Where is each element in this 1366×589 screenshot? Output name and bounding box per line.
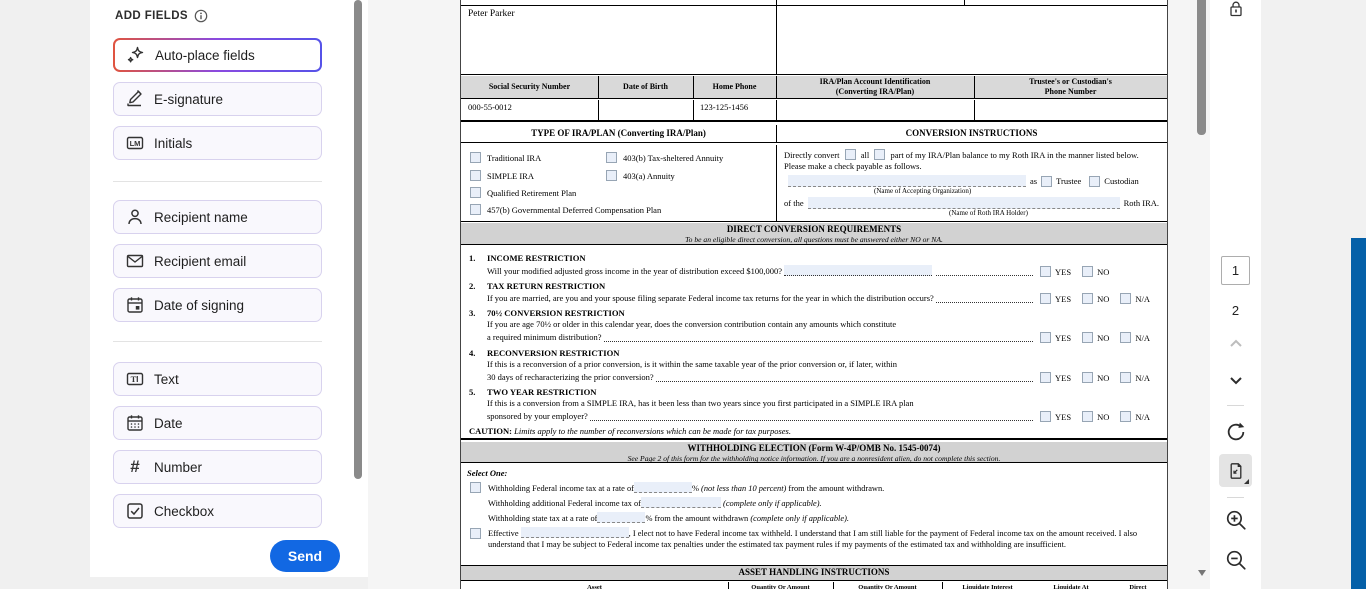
recipient-name-button[interactable] xyxy=(113,200,322,234)
form-checkbox-field[interactable] xyxy=(470,482,481,493)
withholding-section xyxy=(461,464,1167,566)
question-4-text: If this is a reconversion of a prior conversion, is it within the same taxable year of the prior conversion or, if later, within xyxy=(487,359,898,369)
page-controls-toolbar xyxy=(1210,0,1261,589)
divider xyxy=(113,181,322,182)
form-checkbox-field[interactable] xyxy=(1040,332,1051,343)
form-checkbox-field[interactable] xyxy=(470,528,481,539)
form-checkbox-field[interactable] xyxy=(470,170,481,181)
page-thumbnail-next[interactable]: 2 xyxy=(1231,303,1240,318)
name-row xyxy=(461,6,1167,75)
page-thumbnail-current[interactable]: 1 xyxy=(1221,256,1250,285)
form-checkbox-field[interactable] xyxy=(1040,411,1051,422)
accepting-org-line: as Trustee Custodian xyxy=(784,175,1159,187)
initials-label: Initials xyxy=(154,135,193,151)
type-of-ira-title: TYPE OF IRA/PLAN (Converting IRA/Plan) xyxy=(531,128,706,139)
asset-handling-title: ASSET HANDLING INSTRUCTIONS xyxy=(738,567,890,577)
ssn-value: 000-55-0012 xyxy=(468,102,512,112)
number-hash-icon: # xyxy=(130,457,140,476)
previous-page-chevron-icon[interactable] xyxy=(1210,337,1261,349)
question-1-answers: YES NO xyxy=(1040,266,1109,277)
form-checkbox-field[interactable] xyxy=(1089,176,1100,187)
initials-button[interactable] xyxy=(113,126,322,160)
form-checkbox-field[interactable] xyxy=(1040,266,1051,277)
question-5-title: 5. TWO YEAR RESTRICTION xyxy=(469,387,597,397)
next-page-chevron-icon[interactable] xyxy=(1210,375,1261,387)
direct-conversion-subtitle: To be an eligible direct conversion, all questions must be answered either NO or NA. xyxy=(685,235,943,244)
rotate-icon[interactable] xyxy=(1210,420,1261,444)
caution-row xyxy=(461,424,1167,440)
number-field-button[interactable] xyxy=(113,450,322,484)
recipient-name-label: Recipient name xyxy=(154,209,248,225)
question-5-line: sponsored by your employer? YES NO N/A xyxy=(487,411,1150,422)
form-checkbox-field[interactable] xyxy=(606,170,617,181)
svg-text:LM: LM xyxy=(129,139,141,148)
caution-text: Limits apply to the number of reconversions which can be made for tax purposes. xyxy=(514,426,791,436)
calendar-signing-icon xyxy=(125,295,145,315)
zoom-out-icon[interactable] xyxy=(1210,548,1261,572)
option-403b: 403(b) Tax-sheltered Annuity xyxy=(606,152,723,163)
withholding-option-4: Effective , I elect not to have Federal income tax withheld. I understand that I am still liable for the payment of Federal income tax on the amount received. I also understand that I may be subject to Federal income tax penalties under the estimated tax payment rules if my payments of the estimated tax and withholding are insufficient. xyxy=(488,529,1138,550)
form-checkbox-field[interactable] xyxy=(1082,411,1093,422)
text-field-label: Text xyxy=(154,371,179,387)
option-457b: 457(b) Governmental Deferred Compensation Plan xyxy=(470,204,661,215)
esignature-label: E-signature xyxy=(154,91,224,107)
asset-table-header-partial: Asset Quantity Or Amount Quantity Or Amount Liquidate Interest Liquidate At Direct xyxy=(587,584,1147,589)
initials-icon xyxy=(125,133,145,153)
question-4-title: 4. RECONVERSION RESTRICTION xyxy=(469,348,620,358)
date-of-signing-button[interactable] xyxy=(113,288,322,322)
scroll-down-arrow[interactable] xyxy=(1198,570,1206,576)
option-qualified-plan: Qualified Retirement Plan xyxy=(470,187,576,198)
recipient-email-button[interactable] xyxy=(113,244,322,278)
question-1-title: 1. INCOME RESTRICTION xyxy=(469,253,586,263)
lock-icon[interactable] xyxy=(1210,0,1261,17)
question-5-text: If this is a conversion from a SIMPLE IRA, has it been less than two years since you first participated in a SIMPLE IRA plan xyxy=(487,398,914,408)
date-of-signing-label: Date of signing xyxy=(154,297,245,313)
caution-label: CAUTION: xyxy=(469,426,512,436)
form-text-field[interactable] xyxy=(788,175,1026,187)
question-2-line: If you are married, are you and your spouse filing separate Federal income tax returns for the year in which the distribution occurs? YES NO N/A xyxy=(487,293,1150,304)
question-3-line: a required minimum distribution? YES NO N/A xyxy=(487,332,1150,343)
date-field-button[interactable] xyxy=(113,406,322,440)
conversion-line: Directly convert all part of my IRA/Plan balance to my Roth IRA in the manner listed below. Please make a check payable as follows. xyxy=(784,150,1139,171)
holder-caption: (Name of Roth IRA Holder) xyxy=(949,209,1028,217)
send-button[interactable]: Send xyxy=(270,540,340,572)
info-value-row xyxy=(461,100,1167,122)
form-checkbox-field[interactable] xyxy=(1120,411,1131,422)
withholding-option-2: Withholding additional Federal income tax of (complete only if applicable). xyxy=(488,499,822,508)
header-ssn: Social Security Number xyxy=(488,82,571,92)
form-checkbox-field[interactable] xyxy=(1120,332,1131,343)
info-icon[interactable] xyxy=(194,9,208,23)
form-checkbox-field[interactable] xyxy=(1082,332,1093,343)
header-home-phone: Home Phone xyxy=(712,82,757,92)
form-checkbox-field[interactable] xyxy=(1120,372,1131,383)
form-checkbox-field[interactable] xyxy=(1120,293,1131,304)
direct-conversion-title: DIRECT CONVERSION REQUIREMENTS xyxy=(726,224,902,234)
form-checkbox-field[interactable] xyxy=(1082,293,1093,304)
question-2-answers: YES NO N/A xyxy=(1040,293,1150,304)
form-checkbox-field[interactable] xyxy=(470,187,481,198)
form-checkbox-field[interactable] xyxy=(606,152,617,163)
submenu-corner-indicator xyxy=(1244,479,1249,484)
org-caption: (Name of Accepting Organization) xyxy=(874,187,972,195)
form-text-field[interactable] xyxy=(521,527,629,538)
withholding-option-3: Withholding state tax at a rate of % from the amount withdrawn (complete only if applicable). xyxy=(488,514,849,523)
question-3-answers: YES NO N/A xyxy=(1040,332,1150,343)
panel-title: ADD FIELDS xyxy=(115,10,188,22)
add-fields-panel xyxy=(90,0,368,577)
asset-handling-band xyxy=(461,566,1167,581)
withholding-title: WITHHOLDING ELECTION (Form W-4P/OMB No. 1545-0074) xyxy=(687,443,941,453)
divider xyxy=(1227,405,1244,406)
form-checkbox-field[interactable] xyxy=(845,149,856,160)
conversion-instructions-title: CONVERSION INSTRUCTIONS xyxy=(905,128,1038,139)
checkbox-icon xyxy=(125,501,145,521)
divider xyxy=(1227,497,1244,498)
info-header-row xyxy=(461,76,1167,99)
question-3-text: If you are age 70½ or older in this calendar year, does the conversion contribution contain any amounts which constitute xyxy=(487,319,897,329)
question-3-title: 3. 70½ CONVERSION RESTRICTION xyxy=(469,308,625,318)
header-trustee-phone: Trustee's or Custodian's Phone Number xyxy=(1029,77,1112,96)
home-phone-value: 123-125-1456 xyxy=(700,102,749,112)
question-5-answers: YES NO N/A xyxy=(1040,411,1150,422)
autoplace-fields-button[interactable] xyxy=(113,38,322,72)
form-text-field[interactable] xyxy=(808,197,1120,209)
question-4-line: 30 days of recharacterizing the prior conversion? YES NO N/A xyxy=(487,372,1150,383)
form-checkbox-field[interactable] xyxy=(1082,266,1093,277)
header-dob: Date of Birth xyxy=(623,82,668,92)
option-traditional-ira: Traditional IRA xyxy=(470,152,541,163)
zoom-in-icon[interactable] xyxy=(1210,508,1261,532)
recipient-email-label: Recipient email xyxy=(154,253,247,269)
form-text-field[interactable] xyxy=(597,512,645,523)
form-checkbox-field[interactable] xyxy=(1082,372,1093,383)
withholding-subtitle: See Page 2 of this form for the withholding notice information. If you are a nonresident alien, do not complete this section. xyxy=(627,454,1001,463)
form-checkbox-field[interactable] xyxy=(1040,293,1051,304)
type-and-conversion-row xyxy=(461,145,1167,222)
form-checkbox-field[interactable] xyxy=(470,204,481,215)
document-canvas xyxy=(368,0,1210,589)
option-403a: 403(a) Annuity xyxy=(606,170,675,181)
withholding-option-1: Withholding Federal income tax at a rate of % (not less than 10 percent) from the amount withdrawn. xyxy=(488,484,885,493)
option-simple-ira: SIMPLE IRA xyxy=(470,170,534,181)
calendar-icon xyxy=(125,413,145,433)
text-field-button[interactable] xyxy=(113,362,322,396)
header-ira-id: IRA/Plan Account Identification (Converting IRA/Plan) xyxy=(819,77,931,96)
sidebar-scrollbar[interactable] xyxy=(354,0,362,479)
document-page xyxy=(460,0,1168,589)
conversion-instructions-body xyxy=(784,149,1159,217)
checkbox-field-label: Checkbox xyxy=(154,503,215,519)
direct-conversion-band xyxy=(461,223,1167,245)
form-text-field[interactable] xyxy=(634,482,692,493)
svg-text:T: T xyxy=(130,374,137,385)
questions-section xyxy=(461,246,1167,424)
autoplace-fields-label: Auto-place fields xyxy=(155,47,255,63)
form-checkbox-field[interactable] xyxy=(874,149,885,160)
blue-edge-strip xyxy=(1351,238,1366,589)
fit-page-button[interactable] xyxy=(1219,454,1252,487)
checkbox-field-button[interactable] xyxy=(113,494,322,528)
form-text-field[interactable] xyxy=(641,497,721,508)
sparkle-icon xyxy=(126,45,146,65)
signature-pen-icon xyxy=(125,89,145,109)
select-one-label: Select One: xyxy=(467,468,508,478)
applicant-name-value: Peter Parker xyxy=(468,9,515,19)
question-1-line: Will your modified adjusted gross income in the year of distribution exceed $100,000? YES NO xyxy=(487,266,1110,277)
roth-holder-line: of the Roth IRA. xyxy=(784,198,1159,208)
question-2-title: 2. TAX RETURN RESTRICTION xyxy=(469,281,606,291)
form-checkbox-field[interactable] xyxy=(470,152,481,163)
esignature-button[interactable] xyxy=(113,82,322,116)
form-checkbox-field[interactable] xyxy=(1041,176,1052,187)
date-field-label: Date xyxy=(154,415,183,431)
document-scrollbar-thumb[interactable] xyxy=(1197,0,1206,135)
envelope-icon xyxy=(125,251,145,271)
divider xyxy=(113,341,322,342)
number-field-label: Number xyxy=(154,459,203,475)
text-icon xyxy=(125,369,145,389)
question-4-answers: YES NO N/A xyxy=(1040,372,1150,383)
form-text-field[interactable] xyxy=(784,265,932,276)
withholding-band xyxy=(461,442,1167,463)
section-header-row xyxy=(461,125,1167,143)
form-checkbox-field[interactable] xyxy=(1040,372,1051,383)
panel-header xyxy=(115,9,208,23)
person-icon xyxy=(125,207,145,227)
